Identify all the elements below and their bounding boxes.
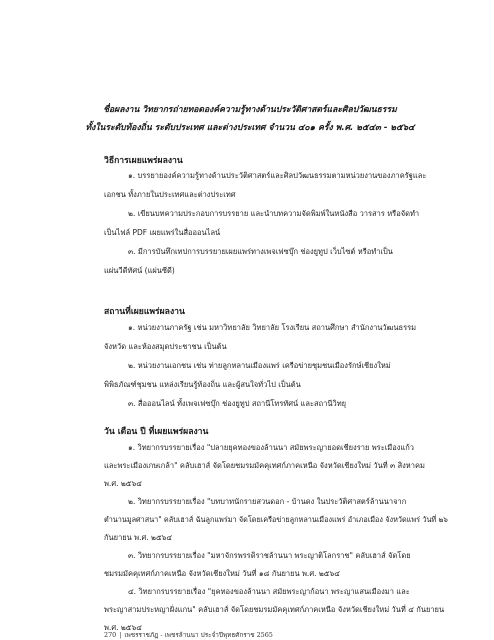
section-3-line-7: ๓. วิทยากรบรรยายเรื่อง "มหาจักรพรรดิราชล้านนา พระญาติโลกราช" คลับเฮาส์ จัดโดย xyxy=(128,551,411,560)
section-3-line-2: และพระเมืองเกษเกล้า" คลับเฮาส์ จัดโดยชมรมมัคคุเทศก์ภาคเหนือ จังหวัดเชียงใหม่ วันที่ ๓ สิงหาคม xyxy=(104,461,425,470)
page-footer xyxy=(104,630,273,640)
section-3-line-5: ตำนานมูลศาสนา" คลับเฮาส์ ฉันลูกแพร่มา จัดโดยเครือข่ายลูกหลานเมืองแพร่ อำเภอเมือง จังหวัดแพร่ วันที่ ๒๖ xyxy=(104,515,448,524)
footer-separator: | xyxy=(119,631,122,639)
document-title-line-1: ชื่อผลงาน วิทยากรถ่ายทอดองค์ความรู้ทางด้านประวัติศาสตร์และศิลปวัฒนธรรม xyxy=(103,105,397,115)
section-3-line-1: ๑. วิทยากรบรรยายเรื่อง "ปลายยุคทองของล้านนา สมัยพระญายอดเชียงราย พระเมืองแก้ว xyxy=(128,443,414,452)
section-3-line-3: พ.ศ. ๒๕๖๔ xyxy=(104,479,142,488)
section-3-line-11: พ.ศ. ๒๕๖๔ xyxy=(104,623,142,632)
section-1-line-1: ๑. บรรยายองค์ความรู้ทางด้านประวัติศาสตร์และศิลปวัฒนธรรมตามหน่วยงานของภาครัฐและ xyxy=(128,171,427,180)
section-1-line-6: แผ่นวีดีทัศน์ (แผ่นซีดี) xyxy=(104,266,175,275)
page-number: 270 xyxy=(104,631,117,639)
section-2-line-1: ๑. หน่วยงานภาครัฐ เช่น มหาวิทยาลัย วิทยาลัย โรงเรียน สถานศึกษา สำนักงานวัฒนธรรม xyxy=(128,323,417,332)
section-heading-dissemination-place: สถานที่เผยแพร่ผลงาน xyxy=(104,307,185,317)
section-3-line-9: ๔. วิทยากรบรรยายเรื่อง "ยุคทองของล้านนา สมัยพระญาก้อนา พระญาแสนเมืองมา และ xyxy=(128,587,410,596)
section-heading-dissemination-method: วิธีการเผยแพร่ผลงาน xyxy=(104,156,183,166)
section-heading-dissemination-date: วัน เดือน ปี ที่เผยแพร่ผลงาน xyxy=(104,427,209,437)
section-2-line-4: พิพิธภัณฑ์ชุมชน แหล่งเรียนรู้ท้องถิ่น และผู้สนใจทั่วไป เป็นต้น xyxy=(104,380,301,389)
section-1-line-3: ๒. เขียนบทความประกอบการบรรยาย และนำบทความจัดพิมพ์ในหนังสือ วารสาร หรือจัดทำ xyxy=(128,209,420,218)
publication-name: เพชรราชภัฏ - เพชรล้านนา ประจำปีพุทธศักราช 2565 xyxy=(124,631,273,639)
section-2-line-3: ๒. หน่วยงานเอกชน เช่น ท่ายลูกหลานเมืองแพร่ เครือข่ายชุมชนเมืองรักษ์เชียงใหม่ xyxy=(128,361,391,370)
section-3-line-4: ๒. วิทยากรบรรยายเรื่อง "บทบาทนักรายสวนดอก - บ้านดง ในประวัติศาสตร์ล้านนาจาก xyxy=(128,497,407,506)
section-2-line-5: ๓. สื่อออนไลน์ ทั้งเพจเฟซบุ๊ก ช่องยูทูป สถานีโทรทัศน์ และสถานีวิทยุ xyxy=(128,399,347,408)
section-3-line-8: ชมรมมัคคุเทศก์ภาคเหนือ จังหวัดเชียงใหม่ วันที่ ๑๘ กันยายน พ.ศ. ๒๕๖๔ xyxy=(104,569,340,578)
section-3-line-10: พระญาสามประหญาฝั่งแกน" คลับเฮาส์ จัดโดยชมรมมัคคุเทศก์ภาคเหนือ จังหวัดเชียงใหม่ วันที่ ๔ กันยายน xyxy=(104,605,445,614)
section-2-line-2: จังหวัด และห้องสมุดประชาชน เป็นต้น xyxy=(104,342,227,351)
section-1-line-5: ๓. มีการบันทึกเทปการบรรยายเผยแพร่ทางเพจเฟซบุ๊ก ช่องยูทูป เว็บไซต์ หรือทำเป็น xyxy=(128,247,393,256)
section-1-line-2: เอกชน ทั้งภายในประเทศและต่างประเทศ xyxy=(104,190,236,199)
section-1-line-4: เป็นไฟล์ PDF เผยแพร่ในสื่อออนไลน์ xyxy=(104,228,221,237)
document-title-line-2: ทั้งในระดับท้องถิ่น ระดับประเทศ และต่างประเทศ จำนวน ๔๐๑ ครั้ง พ.ศ. ๒๕๔๓ - ๒๕๖๔ xyxy=(85,123,415,133)
section-3-line-6: กันยายน พ.ศ. ๒๕๖๔ xyxy=(104,533,173,542)
